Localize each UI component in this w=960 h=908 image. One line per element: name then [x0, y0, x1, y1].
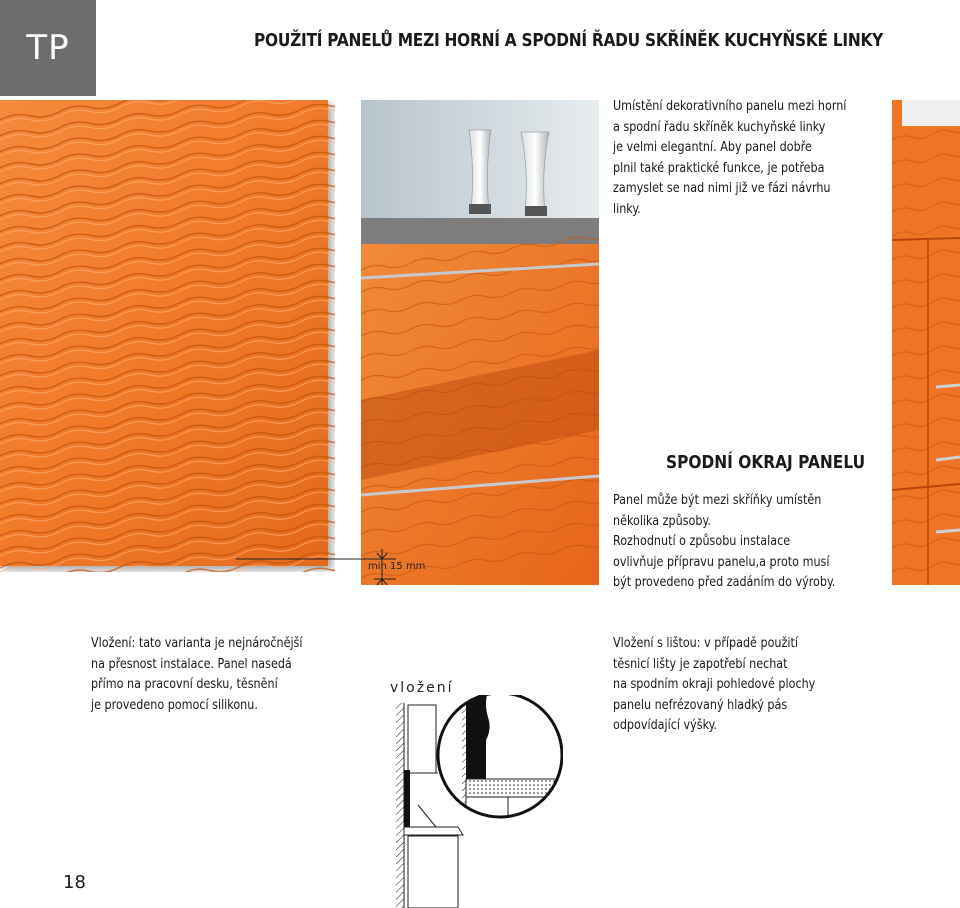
paragraph-line: panelu nefrézovaný hladký pás: [613, 696, 788, 713]
paragraph-line: Panel může být mezi skříňky umístěn: [613, 492, 822, 508]
section-heading: SPODNÍ OKRAJ PANELU: [666, 453, 866, 473]
paragraph-line: na spodním okraji pohledové plochy: [613, 676, 816, 692]
paragraph-line: několika způsoby.: [613, 512, 711, 529]
paragraph-line: ovlivňuje přípravu panelu,a proto musí: [613, 553, 830, 570]
installation-diagram: [388, 695, 563, 908]
paragraph-line: je provedeno pomocí silikonu.: [91, 696, 258, 713]
wave-panel-image: [0, 100, 335, 572]
paragraph-line: Vložení: tato varianta je nejnáročnější: [91, 635, 303, 651]
intro-line: linky.: [613, 200, 641, 217]
intro-line: je velmi elegantní. Aby panel dobře: [613, 139, 812, 155]
vlozeni-paragraph: [91, 633, 342, 715]
intro-paragraph: [613, 96, 854, 219]
kitchen-photo-side: [892, 100, 960, 585]
intro-line: a spodní řadu skříněk kuchyňské linky: [613, 118, 826, 135]
paragraph-line: Vložení s lištou: v případě použití: [613, 635, 798, 651]
diagram-label: vložení: [390, 680, 454, 696]
section-badge-label: TP: [26, 28, 70, 68]
page-title: POUŽITÍ PANELŮ MEZI HORNÍ A SPODNÍ ŘADU SKŘÍNĚK KUCHYŇSKÉ LINKY: [254, 31, 884, 51]
paragraph-line: těsnicí lišty je zapotřebí nechat: [613, 655, 788, 672]
intro-line: zamyslet se nad nimi již ve fázi návrhu: [613, 180, 831, 196]
intro-line: plnil také praktické funkce, je potřeba: [613, 159, 825, 176]
listou-paragraph: [613, 633, 863, 736]
intro-line: Umístění dekorativního panelu mezi horní: [613, 98, 847, 114]
kitchen-photo: [361, 100, 599, 585]
page-number: 18: [63, 872, 86, 893]
spodni-okraj-paragraph: [613, 490, 861, 593]
dimension-label: min 15 mm: [368, 561, 426, 572]
paragraph-line: být provedeno před zadáním do výroby.: [613, 574, 836, 590]
paragraph-line: Rozhodnutí o způsobu instalace: [613, 533, 791, 549]
paragraph-line: odpovídající výšky.: [613, 717, 717, 733]
section-badge: [0, 0, 96, 96]
paragraph-line: na přesnost instalace. Panel nasedá: [91, 655, 292, 672]
paragraph-line: přímo na pracovní desku, těsnění: [91, 676, 278, 692]
